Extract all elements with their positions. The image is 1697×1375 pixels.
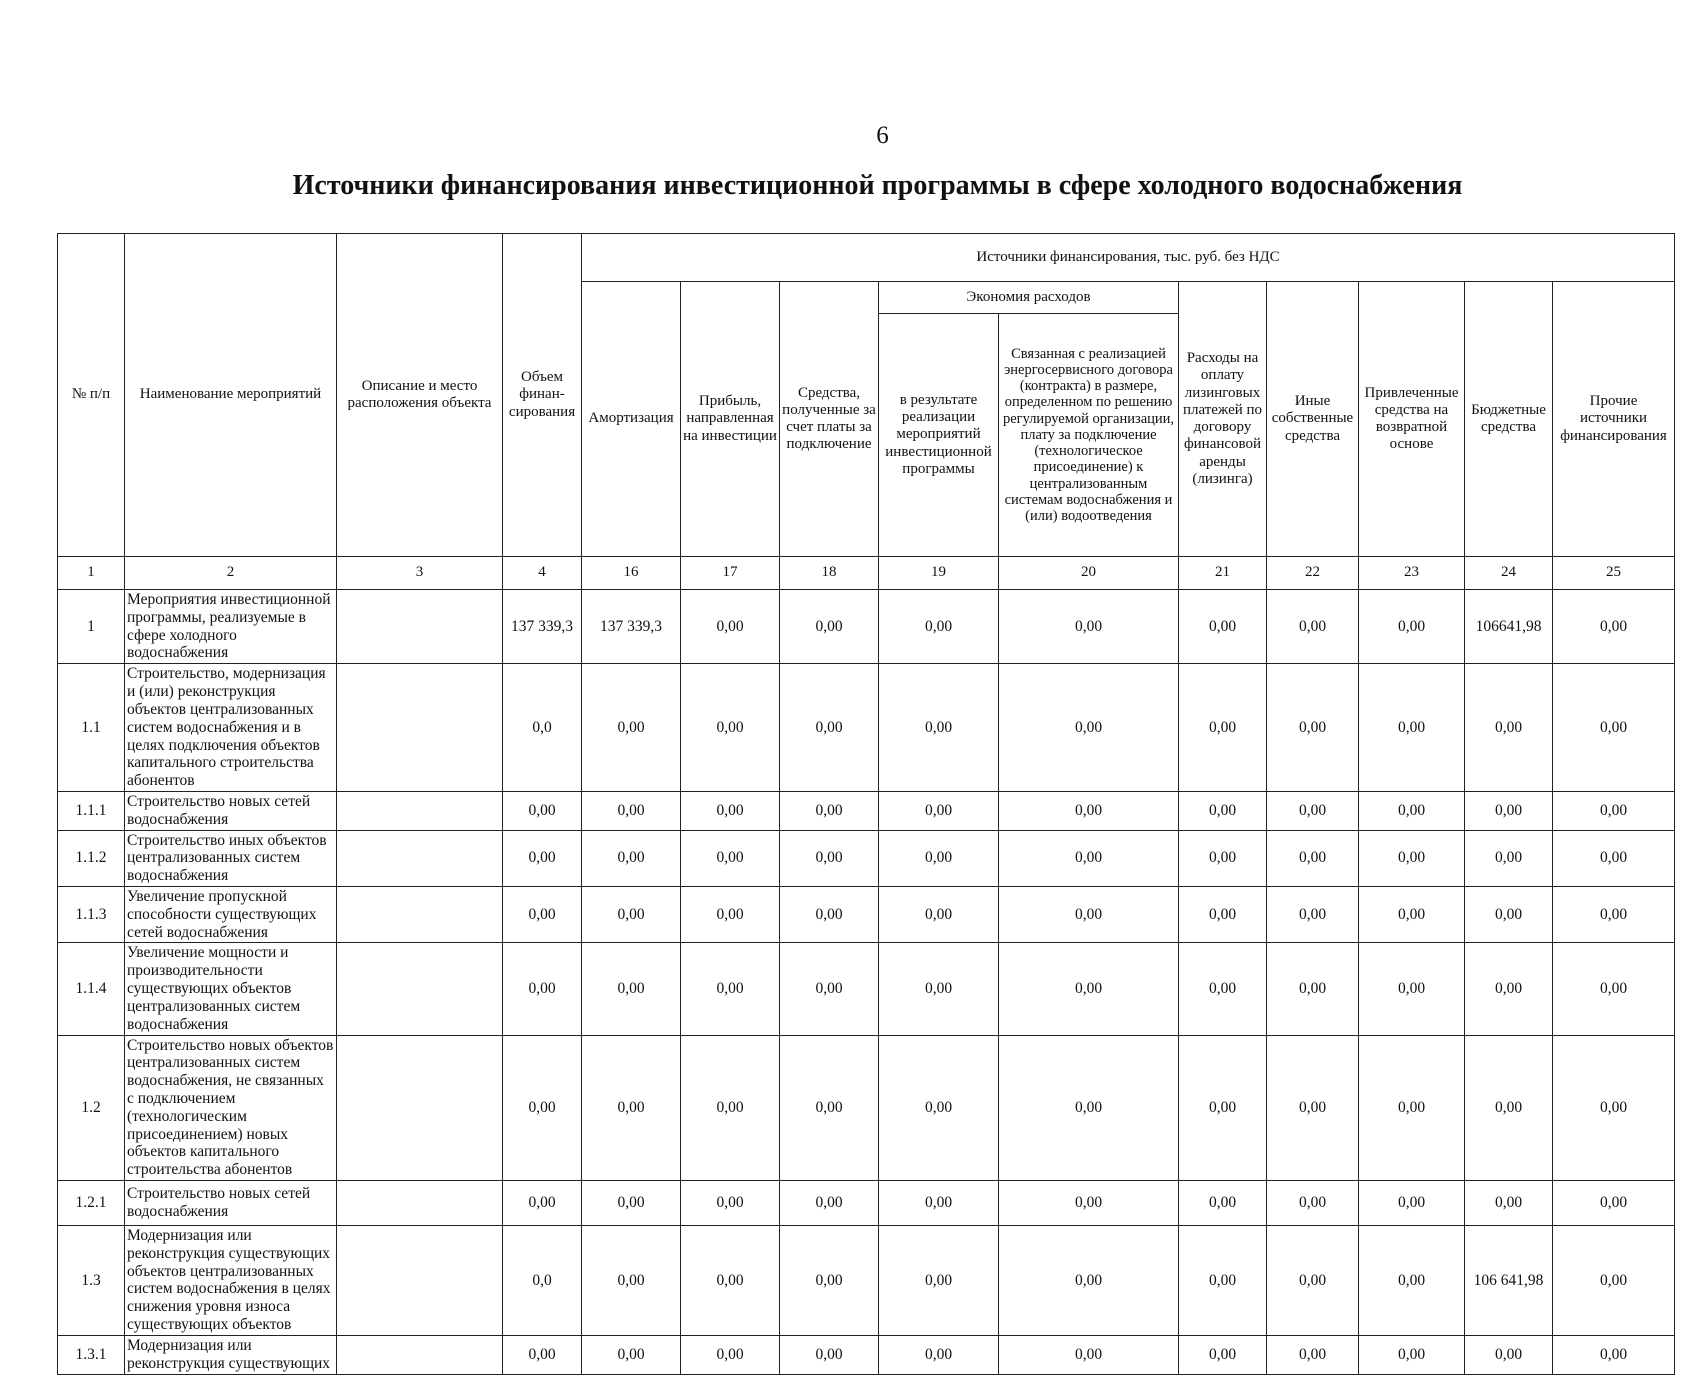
- row-name-cell: Мероприятия инвестиционной программы, реализуемые в сфере холодного водоснабжения: [125, 590, 337, 664]
- row-amort-cell: 0,00: [582, 1181, 681, 1226]
- row-other-cell: 0,00: [1553, 943, 1675, 1035]
- row-amort-cell: 0,00: [582, 664, 681, 792]
- row-econ-energy-cell: 0,00: [999, 1226, 1179, 1336]
- row-desc-cell: [337, 791, 503, 830]
- row-number-cell: 1.3: [58, 1226, 125, 1336]
- column-number: 20: [999, 557, 1179, 590]
- row-attracted-cell: 0,00: [1359, 664, 1465, 792]
- header-profit: Прибыль, направленная на инвестиции: [681, 282, 780, 557]
- row-desc-cell: [337, 1226, 503, 1336]
- row-other-cell: 0,00: [1553, 590, 1675, 664]
- row-econ-energy-cell: 0,00: [999, 830, 1179, 886]
- row-attracted-cell: 0,00: [1359, 1335, 1465, 1374]
- row-attracted-cell: 0,00: [1359, 943, 1465, 1035]
- row-amort-cell: 0,00: [582, 830, 681, 886]
- row-name-cell: Строительство, модернизация и (или) реконструкция объектов централизованных систем водоснабжения и в целях подключения объектов капитального строительства абонентов: [125, 664, 337, 792]
- row-name-cell: Увеличение мощности и производительности существующих объектов централизованных систем водоснабжения: [125, 943, 337, 1035]
- row-econ-energy-cell: 0,00: [999, 1181, 1179, 1226]
- row-desc-cell: [337, 1335, 503, 1374]
- row-attracted-cell: 0,00: [1359, 1035, 1465, 1181]
- table-row: [58, 830, 1675, 886]
- row-econ-program-cell: 0,00: [879, 1035, 999, 1181]
- row-desc-cell: [337, 887, 503, 943]
- column-number: 23: [1359, 557, 1465, 590]
- row-number-cell: 1.2: [58, 1035, 125, 1181]
- row-econ-program-cell: 0,00: [879, 943, 999, 1035]
- header-economy-group: Экономия расходов: [879, 282, 1179, 314]
- row-name-cell: Строительство иных объектов централизованных систем водоснабжения: [125, 830, 337, 886]
- table-row: [58, 943, 1675, 1035]
- row-volume-cell: 0,00: [503, 1035, 582, 1181]
- header-leasing: Расходы на оплату лизинговых платежей по договору финансовой аренды (лизинга): [1179, 282, 1267, 557]
- column-number: 2: [125, 557, 337, 590]
- page-number: 6: [876, 122, 889, 149]
- row-desc-cell: [337, 664, 503, 792]
- row-volume-cell: 0,00: [503, 791, 582, 830]
- row-other-cell: 0,00: [1553, 887, 1675, 943]
- table-row: [58, 664, 1675, 792]
- table-row: [58, 1335, 1675, 1374]
- column-number: 16: [582, 557, 681, 590]
- row-profit-cell: 0,00: [681, 1335, 780, 1374]
- column-number: 17: [681, 557, 780, 590]
- row-number-cell: 1.2.1: [58, 1181, 125, 1226]
- row-volume-cell: 0,00: [503, 1181, 582, 1226]
- header-name: Наименование мероприятий: [125, 234, 337, 557]
- row-connection-cell: 0,00: [780, 830, 879, 886]
- row-attracted-cell: 0,00: [1359, 791, 1465, 830]
- column-number: 18: [780, 557, 879, 590]
- row-other-own-cell: 0,00: [1267, 1226, 1359, 1336]
- row-desc-cell: [337, 590, 503, 664]
- row-other-cell: 0,00: [1553, 1226, 1675, 1336]
- row-profit-cell: 0,00: [681, 791, 780, 830]
- row-number-cell: 1.1: [58, 664, 125, 792]
- column-number: 21: [1179, 557, 1267, 590]
- row-profit-cell: 0,00: [681, 1035, 780, 1181]
- row-connection-cell: 0,00: [780, 943, 879, 1035]
- row-leasing-cell: 0,00: [1179, 664, 1267, 792]
- row-budget-cell: 0,00: [1465, 943, 1553, 1035]
- row-other-cell: 0,00: [1553, 1181, 1675, 1226]
- row-volume-cell: 0,00: [503, 943, 582, 1035]
- row-econ-program-cell: 0,00: [879, 791, 999, 830]
- row-budget-cell: 106641,98: [1465, 590, 1553, 664]
- document-title: Источники финансирования инвестиционной программы в сфере холодного водоснабжения: [292, 170, 1463, 201]
- table-row: [58, 1226, 1675, 1336]
- column-numbers-row: [58, 557, 1675, 590]
- row-connection-cell: 0,00: [780, 664, 879, 792]
- header-econ-program: в результате реализации мероприятий инвестиционной программы: [879, 314, 999, 557]
- row-desc-cell: [337, 830, 503, 886]
- table-row: [58, 1181, 1675, 1226]
- row-profit-cell: 0,00: [681, 887, 780, 943]
- row-number-cell: 1.3.1: [58, 1335, 125, 1374]
- row-leasing-cell: 0,00: [1179, 590, 1267, 664]
- row-other-own-cell: 0,00: [1267, 664, 1359, 792]
- row-attracted-cell: 0,00: [1359, 830, 1465, 886]
- header-amort: Амортизация: [582, 282, 681, 557]
- row-name-cell: Модернизация или реконструкция существующих объектов централизованных систем водоснабжения в целях снижения уровня износа существующих объектов: [125, 1226, 337, 1336]
- table-body: [58, 590, 1675, 1375]
- row-amort-cell: 0,00: [582, 1035, 681, 1181]
- column-number: 4: [503, 557, 582, 590]
- row-volume-cell: 0,0: [503, 1226, 582, 1336]
- row-name-cell: Строительство новых сетей водоснабжения: [125, 1181, 337, 1226]
- row-other-own-cell: 0,00: [1267, 590, 1359, 664]
- row-other-cell: 0,00: [1553, 791, 1675, 830]
- row-other-own-cell: 0,00: [1267, 791, 1359, 830]
- header-desc: Описание и место расположения объекта: [337, 234, 503, 557]
- row-connection-cell: 0,00: [780, 590, 879, 664]
- row-leasing-cell: 0,00: [1179, 943, 1267, 1035]
- table-row: [58, 590, 1675, 664]
- row-econ-energy-cell: 0,00: [999, 943, 1179, 1035]
- row-other-cell: 0,00: [1553, 1335, 1675, 1374]
- row-other-own-cell: 0,00: [1267, 943, 1359, 1035]
- column-number: 19: [879, 557, 999, 590]
- row-leasing-cell: 0,00: [1179, 1181, 1267, 1226]
- row-budget-cell: 0,00: [1465, 664, 1553, 792]
- row-econ-energy-cell: 0,00: [999, 590, 1179, 664]
- row-leasing-cell: 0,00: [1179, 1226, 1267, 1336]
- row-connection-cell: 0,00: [780, 887, 879, 943]
- column-number: 1: [58, 557, 125, 590]
- row-attracted-cell: 0,00: [1359, 1226, 1465, 1336]
- row-profit-cell: 0,00: [681, 830, 780, 886]
- row-connection-cell: 0,00: [780, 1226, 879, 1336]
- row-econ-energy-cell: 0,00: [999, 664, 1179, 792]
- row-attracted-cell: 0,00: [1359, 1181, 1465, 1226]
- row-budget-cell: 0,00: [1465, 1181, 1553, 1226]
- table-row: [58, 791, 1675, 830]
- row-desc-cell: [337, 1035, 503, 1181]
- row-desc-cell: [337, 943, 503, 1035]
- row-connection-cell: 0,00: [780, 1035, 879, 1181]
- row-econ-program-cell: 0,00: [879, 664, 999, 792]
- row-other-own-cell: 0,00: [1267, 1335, 1359, 1374]
- header-sources-group: Источники финансирования, тыс. руб. без НДС: [582, 234, 1675, 282]
- row-leasing-cell: 0,00: [1179, 1035, 1267, 1181]
- row-econ-energy-cell: 0,00: [999, 1335, 1179, 1374]
- row-volume-cell: 0,00: [503, 830, 582, 886]
- row-other-own-cell: 0,00: [1267, 1181, 1359, 1226]
- row-budget-cell: 106 641,98: [1465, 1226, 1553, 1336]
- row-econ-program-cell: 0,00: [879, 1226, 999, 1336]
- row-econ-energy-cell: 0,00: [999, 1035, 1179, 1181]
- row-budget-cell: 0,00: [1465, 1035, 1553, 1181]
- row-profit-cell: 0,00: [681, 590, 780, 664]
- row-other-own-cell: 0,00: [1267, 1035, 1359, 1181]
- row-volume-cell: 137 339,3: [503, 590, 582, 664]
- header-volume: Объем финан-сирования: [503, 234, 582, 557]
- row-volume-cell: 0,00: [503, 887, 582, 943]
- row-connection-cell: 0,00: [780, 791, 879, 830]
- table-header: [58, 234, 1675, 590]
- row-leasing-cell: 0,00: [1179, 791, 1267, 830]
- header-other-own: Иные собственные средства: [1267, 282, 1359, 557]
- row-volume-cell: 0,00: [503, 1335, 582, 1374]
- row-profit-cell: 0,00: [681, 943, 780, 1035]
- row-amort-cell: 0,00: [582, 1226, 681, 1336]
- row-other-cell: 0,00: [1553, 1035, 1675, 1181]
- header-budget: Бюджетные средства: [1465, 282, 1553, 557]
- row-amort-cell: 0,00: [582, 1335, 681, 1374]
- table-row: [58, 887, 1675, 943]
- row-profit-cell: 0,00: [681, 1181, 780, 1226]
- row-amort-cell: 0,00: [582, 791, 681, 830]
- row-number-cell: 1.1.4: [58, 943, 125, 1035]
- row-amort-cell: 137 339,3: [582, 590, 681, 664]
- row-name-cell: Модернизация или реконструкция существующих: [125, 1335, 337, 1374]
- row-number-cell: 1: [58, 590, 125, 664]
- row-amort-cell: 0,00: [582, 887, 681, 943]
- row-budget-cell: 0,00: [1465, 887, 1553, 943]
- row-number-cell: 1.1.3: [58, 887, 125, 943]
- row-leasing-cell: 0,00: [1179, 830, 1267, 886]
- row-profit-cell: 0,00: [681, 1226, 780, 1336]
- row-number-cell: 1.1.1: [58, 791, 125, 830]
- row-connection-cell: 0,00: [780, 1335, 879, 1374]
- row-amort-cell: 0,00: [582, 943, 681, 1035]
- row-econ-program-cell: 0,00: [879, 830, 999, 886]
- row-other-own-cell: 0,00: [1267, 830, 1359, 886]
- row-number-cell: 1.1.2: [58, 830, 125, 886]
- row-econ-program-cell: 0,00: [879, 887, 999, 943]
- table-row: [58, 1035, 1675, 1181]
- header-connection: Средства, полученные за счет платы за подключение: [780, 282, 879, 557]
- row-name-cell: Строительство новых объектов централизованных систем водоснабжения, не связанных с подключением (технологическим присоединением) новых объектов капитального строительства абонентов: [125, 1035, 337, 1181]
- column-number: 3: [337, 557, 503, 590]
- financing-table: [57, 233, 1675, 1375]
- row-volume-cell: 0,0: [503, 664, 582, 792]
- header-other: Прочие источники финансирования: [1553, 282, 1675, 557]
- row-profit-cell: 0,00: [681, 664, 780, 792]
- column-number: 24: [1465, 557, 1553, 590]
- row-econ-program-cell: 0,00: [879, 1335, 999, 1374]
- row-attracted-cell: 0,00: [1359, 590, 1465, 664]
- row-attracted-cell: 0,00: [1359, 887, 1465, 943]
- column-number: 22: [1267, 557, 1359, 590]
- row-budget-cell: 0,00: [1465, 830, 1553, 886]
- column-number: 25: [1553, 557, 1675, 590]
- row-budget-cell: 0,00: [1465, 791, 1553, 830]
- row-econ-energy-cell: 0,00: [999, 887, 1179, 943]
- row-other-cell: 0,00: [1553, 664, 1675, 792]
- row-econ-program-cell: 0,00: [879, 590, 999, 664]
- row-name-cell: Увеличение пропускной способности существующих сетей водоснабжения: [125, 887, 337, 943]
- row-name-cell: Строительство новых сетей водоснабжения: [125, 791, 337, 830]
- row-econ-energy-cell: 0,00: [999, 791, 1179, 830]
- row-connection-cell: 0,00: [780, 1181, 879, 1226]
- row-leasing-cell: 0,00: [1179, 1335, 1267, 1374]
- header-econ-energy: Связанная с реализацией энергосервисного договора (контракта) в размере, определенном по решению регулируемой организации, плату за подключение (технологическое присоединение) к централизованным системам водоснабжения и (или) водоотведения: [999, 314, 1179, 557]
- row-econ-program-cell: 0,00: [879, 1181, 999, 1226]
- row-leasing-cell: 0,00: [1179, 887, 1267, 943]
- row-desc-cell: [337, 1181, 503, 1226]
- header-num: № п/п: [58, 234, 125, 557]
- row-budget-cell: 0,00: [1465, 1335, 1553, 1374]
- header-attracted: Привлеченные средства на возвратной основе: [1359, 282, 1465, 557]
- row-other-cell: 0,00: [1553, 830, 1675, 886]
- row-other-own-cell: 0,00: [1267, 887, 1359, 943]
